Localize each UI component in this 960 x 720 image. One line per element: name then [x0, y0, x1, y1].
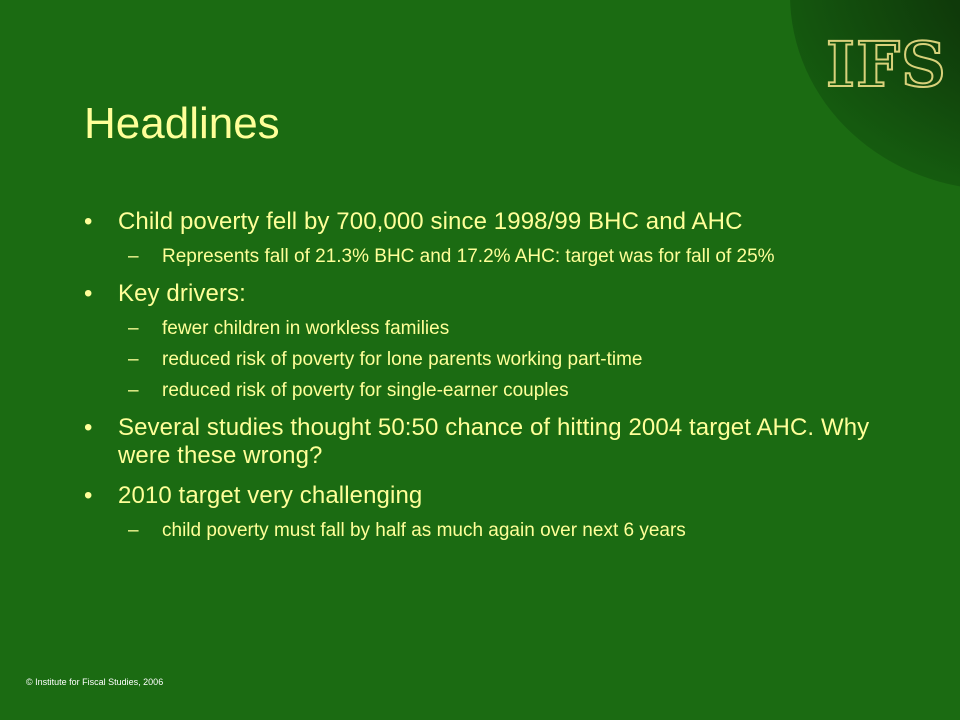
subbullet-text: fewer children in workless families [162, 318, 450, 339]
subbullet-fewer-children [84, 318, 914, 340]
ifs-logo: IFS [826, 28, 947, 101]
subbullet-half-as-much [84, 520, 914, 542]
bullet-text: Key drivers: [118, 280, 246, 307]
bullet-list [84, 208, 914, 542]
subbullet-represents-fall [84, 246, 914, 268]
bullet-dot: • [84, 414, 93, 441]
bullet-text: Several studies thought 50:50 chance of hitting 2004 target AHC. Why were these wrong? [118, 414, 870, 469]
bullet-key-drivers [84, 280, 914, 308]
bullet-dot: • [84, 482, 93, 509]
bullet-text: 2010 target very challenging [118, 482, 423, 509]
subbullet-text: reduced risk of poverty for single-earner couples [162, 380, 569, 401]
subbullet-text: Represents fall of 21.3% BHC and 17.2% AHC: target was for fall of 25% [162, 246, 775, 267]
subbullet-lone-parents [84, 349, 914, 371]
bullet-2010-target [84, 482, 914, 510]
copyright-footer: © Institute for Fiscal Studies, 2006 [26, 677, 164, 687]
dash-mark: – [128, 318, 139, 339]
subbullet-text: child poverty must fall by half as much again over next 6 years [162, 520, 686, 541]
dash-mark: – [128, 520, 139, 541]
dash-mark: – [128, 246, 139, 267]
dash-mark: – [128, 349, 139, 370]
bullet-text: Child poverty fell by 700,000 since 1998/99 BHC and AHC [118, 208, 743, 235]
slide-title: Headlines [84, 99, 280, 148]
subbullet-text: reduced risk of poverty for lone parents working part-time [162, 349, 643, 370]
bullet-several-studies [84, 414, 914, 470]
bullet-dot: • [84, 208, 93, 235]
subbullet-single-earner [84, 380, 914, 402]
bullet-dot: • [84, 280, 93, 307]
dash-mark: – [128, 380, 139, 401]
bullet-child-poverty-fell [84, 208, 914, 236]
